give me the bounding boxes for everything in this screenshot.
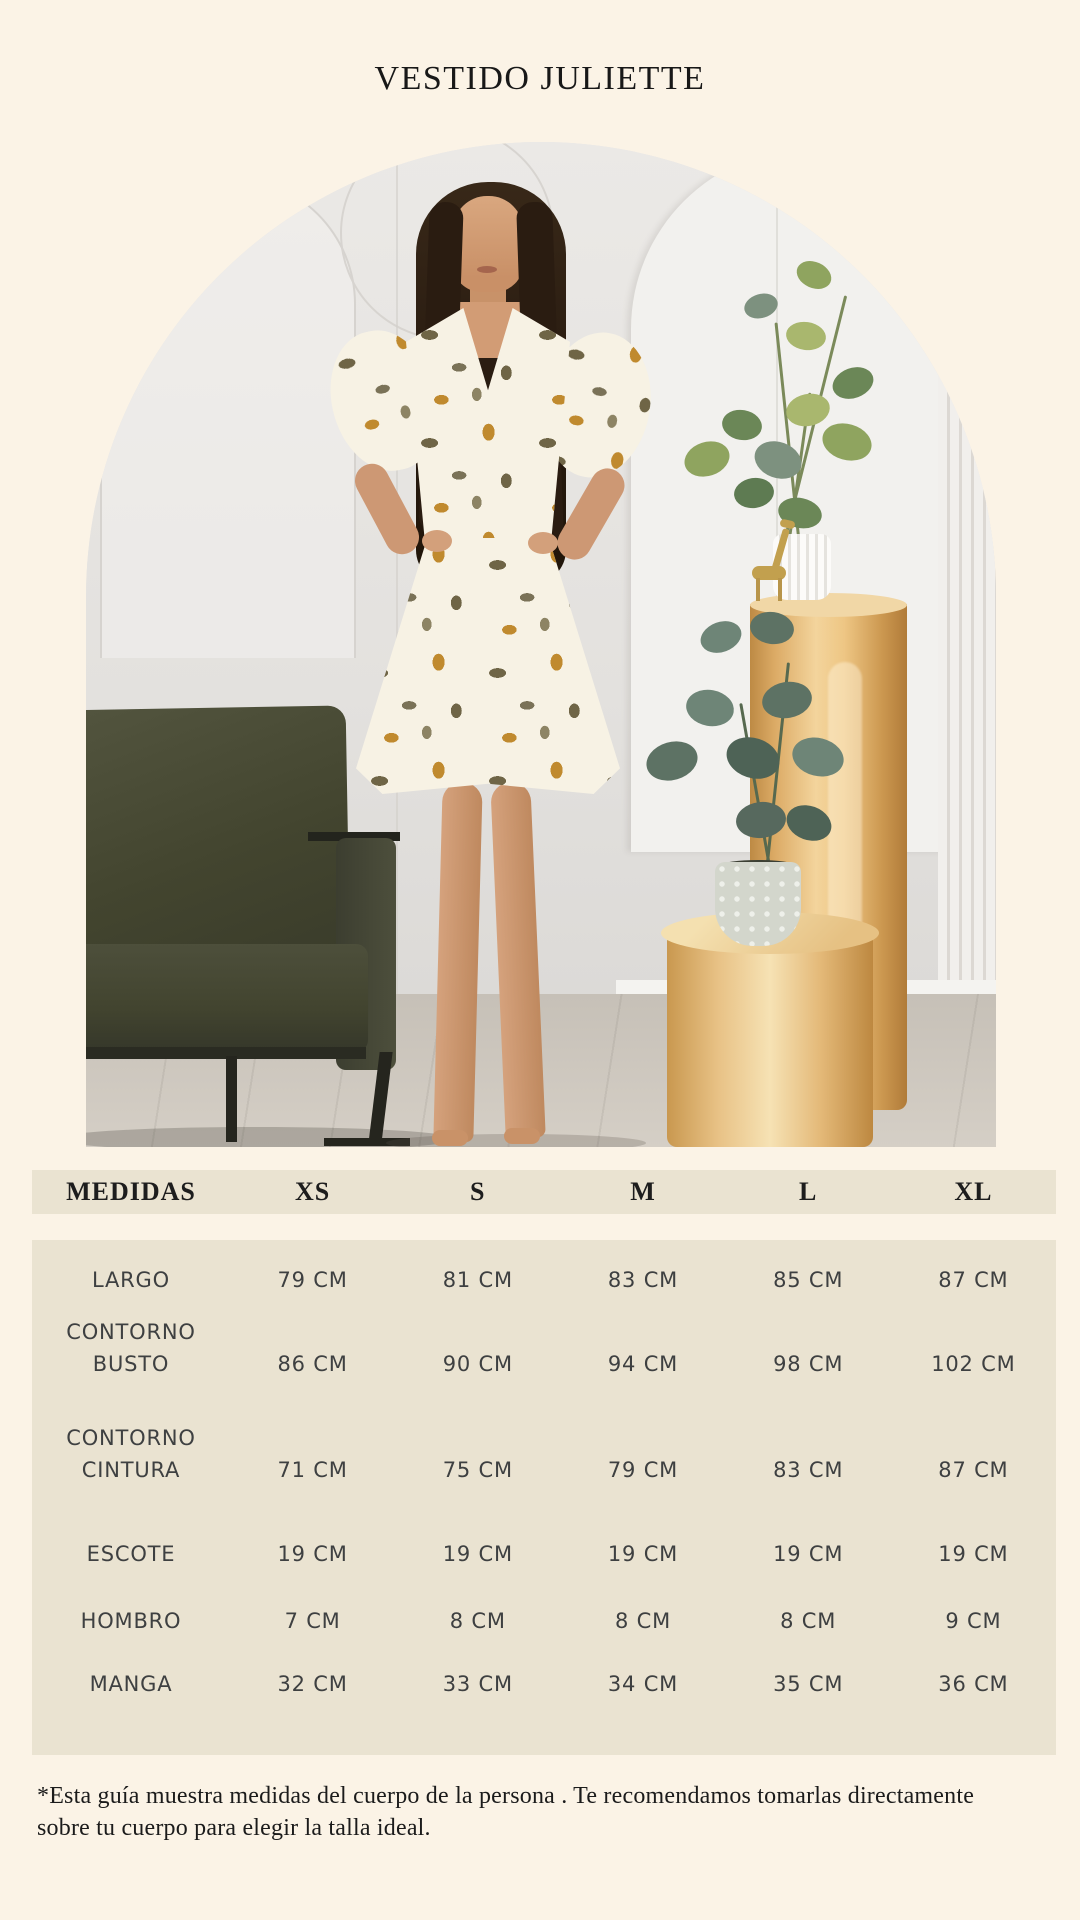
- cell-value: 81 CM: [442, 1268, 513, 1292]
- cell-value: 71 CM: [277, 1458, 348, 1482]
- header-xl: XL: [954, 1177, 993, 1206]
- cell-value: 75 CM: [442, 1458, 513, 1482]
- cell-value: 90 CM: [442, 1352, 513, 1376]
- page-title: VESTIDO JULIETTE: [374, 60, 706, 97]
- cell-value: 8 CM: [614, 1609, 671, 1633]
- header-s: S: [470, 1177, 486, 1206]
- cell-value: 79 CM: [607, 1458, 679, 1482]
- row-label: CONTORNO BUSTO: [66, 1320, 196, 1376]
- row-label: CONTORNO CINTURA: [66, 1426, 196, 1482]
- cell-value: 35 CM: [773, 1672, 844, 1696]
- cell-value: 19 CM: [607, 1542, 679, 1566]
- cell-value: 32 CM: [277, 1672, 348, 1696]
- cell-value: 83 CM: [607, 1268, 679, 1292]
- row-label: ESCOTE: [86, 1542, 176, 1566]
- wall-arch-decor: [100, 176, 356, 658]
- size-table-header: [32, 1170, 1056, 1214]
- couch-seat-cushion: [86, 944, 368, 1052]
- row-label: HOMBRO: [80, 1609, 182, 1633]
- cell-value: 33 CM: [442, 1672, 513, 1696]
- cell-value: 102 CM: [931, 1352, 1016, 1376]
- cell-value: 19 CM: [938, 1542, 1009, 1566]
- giraffe-figurine-leg: [756, 578, 760, 601]
- model-face: [453, 196, 523, 292]
- header-m: M: [630, 1177, 656, 1206]
- cell-value: 34 CM: [607, 1672, 679, 1696]
- cell-value: 7 CM: [284, 1609, 341, 1633]
- row-label: LARGO: [92, 1268, 170, 1292]
- table-row: [32, 1605, 1056, 1635]
- model-foot: [432, 1130, 468, 1146]
- model-foot: [504, 1128, 540, 1144]
- model-hand: [422, 530, 452, 552]
- header-l: L: [799, 1177, 818, 1206]
- cell-value: 8 CM: [449, 1609, 506, 1633]
- cell-value: 85 CM: [773, 1268, 844, 1292]
- table-row: [32, 1316, 1056, 1380]
- wood-stool: [667, 932, 873, 1147]
- cell-value: 86 CM: [277, 1352, 348, 1376]
- cell-value: 98 CM: [773, 1352, 844, 1376]
- header-medidas: MEDIDAS: [66, 1177, 196, 1206]
- cell-value: 19 CM: [277, 1542, 348, 1566]
- cell-value: 94 CM: [607, 1352, 679, 1376]
- table-row: [32, 1422, 1056, 1486]
- size-table-body: [32, 1240, 1056, 1755]
- table-row: [32, 1264, 1056, 1294]
- product-photo: [86, 142, 996, 1147]
- couch-leg: [226, 1056, 237, 1142]
- fluted-wall-panel: [938, 142, 996, 994]
- header-xs: XS: [294, 1177, 331, 1206]
- model-lips: [477, 266, 497, 273]
- wall-seam: [396, 142, 398, 998]
- cell-value: 19 CM: [442, 1542, 513, 1566]
- cell-value: 83 CM: [773, 1458, 844, 1482]
- dotted-plant-pot: [715, 862, 801, 946]
- cell-value: 8 CM: [780, 1609, 837, 1633]
- couch-back-cushion: [86, 705, 350, 982]
- cell-value: 87 CM: [938, 1268, 1009, 1292]
- cell-value: 36 CM: [938, 1672, 1009, 1696]
- disclaimer-line-2: sobre tu cuerpo para elegir la talla ideal.: [37, 1815, 431, 1841]
- cell-value: 79 CM: [277, 1268, 348, 1292]
- cell-value: 87 CM: [938, 1458, 1009, 1482]
- disclaimer-line-1: *Esta guía muestra medidas del cuerpo de la persona . Te recomendamos tomarlas directamente: [37, 1783, 975, 1809]
- table-row: [32, 1538, 1056, 1568]
- measurement-disclaimer: [37, 1780, 1047, 1844]
- table-row: [32, 1668, 1056, 1698]
- cell-value: 19 CM: [773, 1542, 844, 1566]
- model-hand: [528, 532, 558, 554]
- giraffe-figurine-leg: [778, 578, 782, 601]
- cell-value: 9 CM: [945, 1609, 1002, 1633]
- row-label: MANGA: [89, 1672, 173, 1696]
